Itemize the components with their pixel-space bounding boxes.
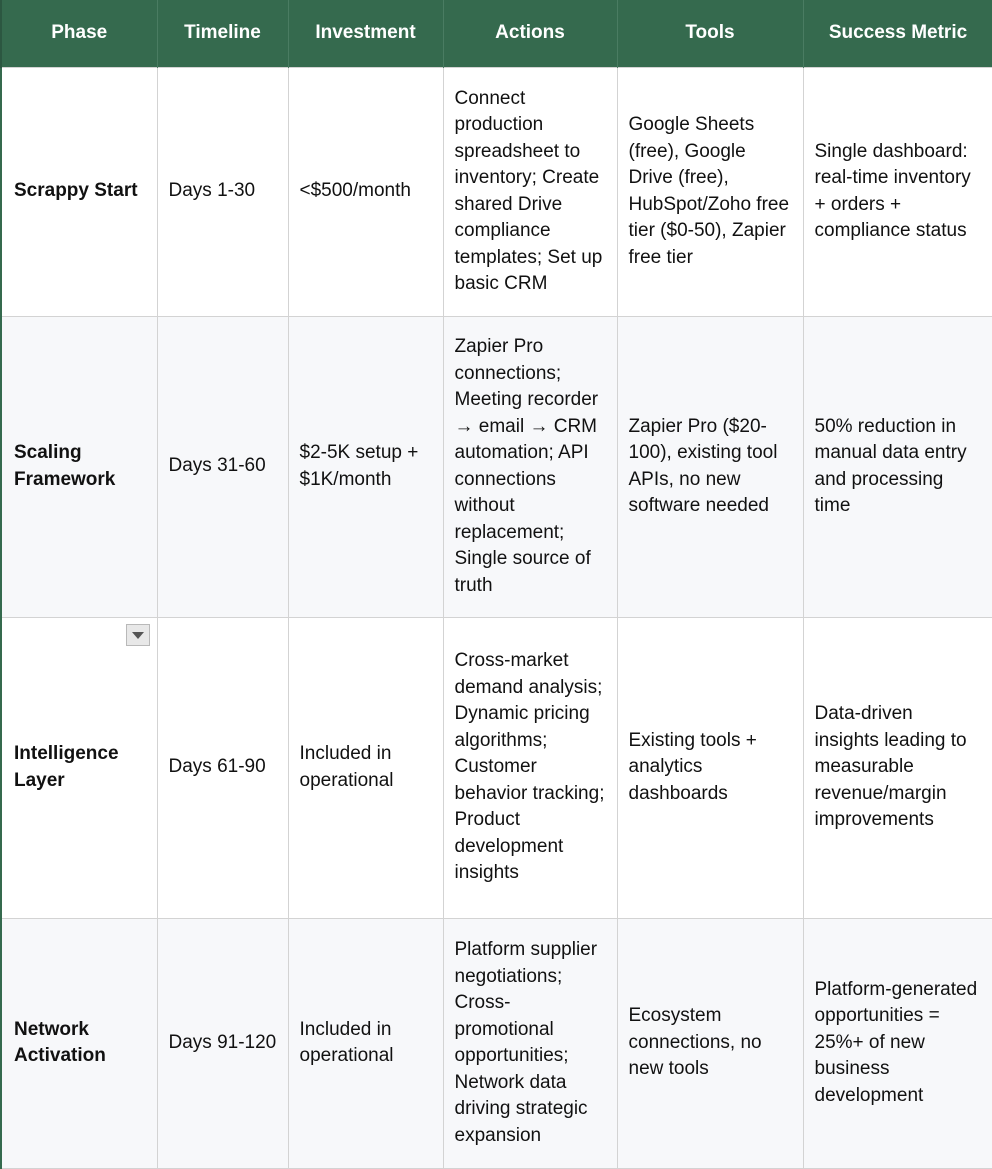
cell-tools[interactable]: Ecosystem connections, no new tools <box>617 918 803 1168</box>
header-tools: Tools <box>617 0 803 67</box>
cell-phase[interactable]: Network Activation <box>1 918 157 1168</box>
cell-success-metric[interactable]: Single dashboard: real-time inventory + orders + compliance status <box>803 67 992 316</box>
header-actions: Actions <box>443 0 617 67</box>
table-row <box>1 617 992 918</box>
cell-actions[interactable]: Cross-market demand analysis; Dynamic pricing algorithms; Customer behavior tracking; Product development insights <box>443 617 617 918</box>
chevron-down-icon <box>132 632 144 639</box>
cell-actions[interactable]: Connect production spreadsheet to inventory; Create shared Drive compliance templates; Set up basic CRM <box>443 67 617 316</box>
table-row <box>1 67 992 316</box>
table-row <box>1 918 992 1168</box>
cell-actions[interactable]: Zapier Pro connections; Meeting recorder → email → CRM automation; API connections without replacement; Single source of truth <box>443 316 617 617</box>
cell-investment[interactable]: $2-5K setup + $1K/month <box>288 316 443 617</box>
cell-investment[interactable]: Included in operational <box>288 918 443 1168</box>
header-investment: Investment <box>288 0 443 67</box>
table-row <box>1 316 992 617</box>
cell-tools[interactable]: Google Sheets (free), Google Drive (free), HubSpot/Zoho free tier ($0-50), Zapier free tier <box>617 67 803 316</box>
cell-phase[interactable]: Scaling Framework <box>1 316 157 617</box>
header-timeline: Timeline <box>157 0 288 67</box>
cell-timeline[interactable]: Days 61-90 <box>157 617 288 918</box>
cell-timeline[interactable]: Days 31-60 <box>157 316 288 617</box>
header-phase: Phase <box>1 0 157 67</box>
cell-tools[interactable]: Existing tools + analytics dashboards <box>617 617 803 918</box>
cell-dropdown-button[interactable] <box>126 624 150 646</box>
cell-tools[interactable]: Zapier Pro ($20-100), existing tool APIs, no new software needed <box>617 316 803 617</box>
header-success-metric: Success Metric <box>803 0 992 67</box>
header-row <box>1 0 992 67</box>
cell-timeline[interactable]: Days 1-30 <box>157 67 288 316</box>
cell-success-metric[interactable]: Platform-generated opportunities = 25%+ of new business development <box>803 918 992 1168</box>
cell-success-metric[interactable]: 50% reduction in manual data entry and processing time <box>803 316 992 617</box>
cell-phase[interactable]: Scrappy Start <box>1 67 157 316</box>
cell-phase[interactable]: Intelligence Layer <box>1 617 157 918</box>
cell-actions[interactable]: Platform supplier negotiations; Cross-promotional opportunities; Network data driving strategic expansion <box>443 918 617 1168</box>
cell-investment[interactable]: Included in operational <box>288 617 443 918</box>
cell-timeline[interactable]: Days 91-120 <box>157 918 288 1168</box>
cell-success-metric[interactable]: Data-driven insights leading to measurable revenue/margin improvements <box>803 617 992 918</box>
cell-investment[interactable]: <$500/month <box>288 67 443 316</box>
